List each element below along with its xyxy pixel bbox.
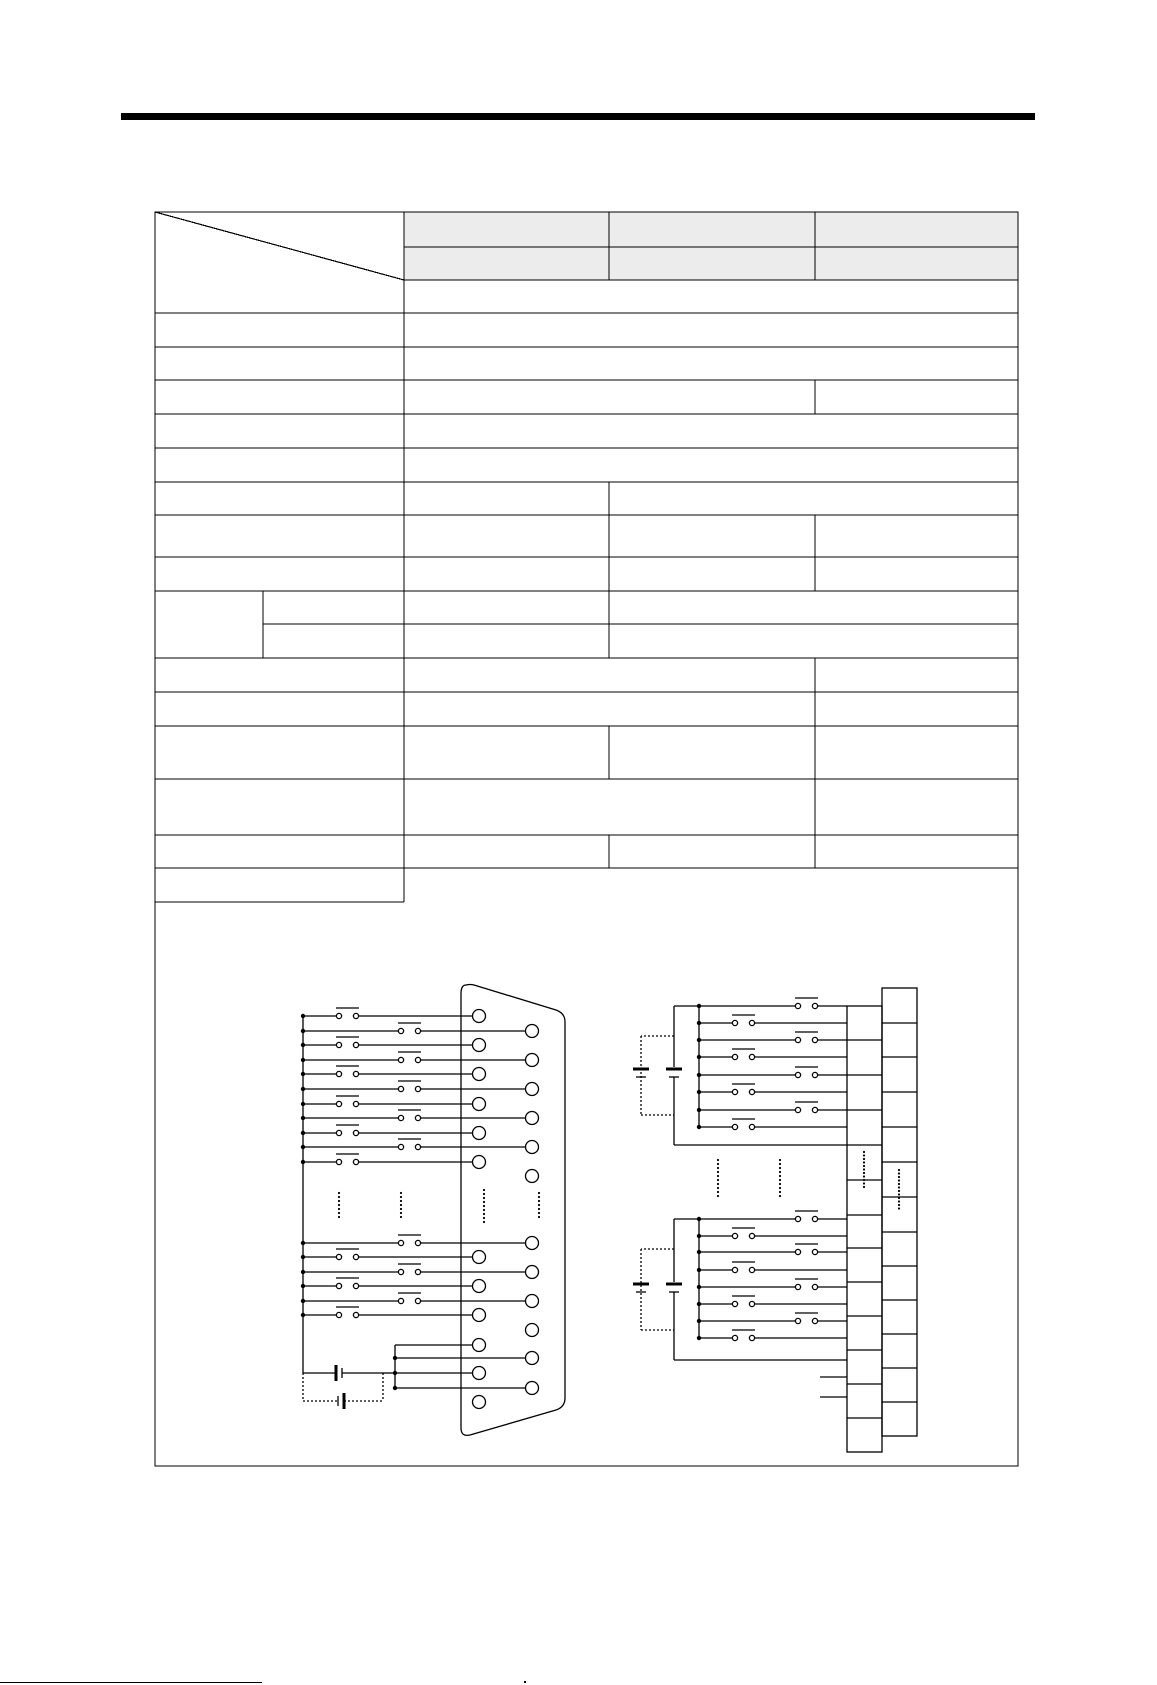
connector-pin bbox=[473, 1098, 486, 1111]
switch-contact bbox=[398, 1115, 403, 1120]
terminal-block-right bbox=[882, 988, 917, 1436]
switch-contact bbox=[415, 1298, 420, 1303]
continuation-dot bbox=[538, 1212, 540, 1214]
switch-contact bbox=[812, 1249, 817, 1254]
switch-contact bbox=[336, 1254, 341, 1259]
continuation-dot bbox=[538, 1200, 540, 1202]
continuation-dot bbox=[483, 1205, 485, 1207]
switch-contact bbox=[336, 1312, 341, 1317]
switch-contact bbox=[795, 1216, 800, 1221]
switch-contact bbox=[732, 1301, 737, 1306]
continuation-dot bbox=[863, 1151, 865, 1153]
switch-contact bbox=[398, 1086, 403, 1091]
continuation-dot bbox=[863, 1168, 865, 1170]
bus-junction bbox=[393, 1356, 397, 1360]
switch-contact bbox=[749, 1089, 754, 1094]
switch-contact bbox=[353, 1013, 358, 1018]
continuation-dot bbox=[483, 1213, 485, 1215]
continuation-dot bbox=[779, 1171, 781, 1173]
connector-pin bbox=[526, 1266, 539, 1279]
connector-pin bbox=[473, 1396, 486, 1409]
switch-contact bbox=[353, 1159, 358, 1164]
switch-contact bbox=[398, 1028, 403, 1033]
switch-contact bbox=[398, 1057, 403, 1062]
switch-contact bbox=[336, 1101, 341, 1106]
switch-contact bbox=[812, 1216, 817, 1221]
continuation-dot bbox=[483, 1197, 485, 1199]
switch-contact bbox=[812, 1003, 817, 1008]
continuation-dot bbox=[538, 1192, 540, 1194]
connector-pin bbox=[473, 1010, 486, 1023]
continuation-dot bbox=[898, 1186, 900, 1188]
bus-junction bbox=[393, 1386, 397, 1390]
continuation-dot bbox=[898, 1193, 900, 1195]
continuation-dot bbox=[898, 1172, 900, 1174]
continuation-dot bbox=[717, 1171, 719, 1173]
continuation-dot bbox=[898, 1179, 900, 1181]
footer-rule bbox=[0, 1682, 262, 1683]
continuation-dot bbox=[898, 1190, 900, 1192]
switch-contact bbox=[749, 1020, 754, 1025]
switch-contact bbox=[398, 1298, 403, 1303]
switch-contact bbox=[415, 1115, 420, 1120]
switch-contact bbox=[415, 1144, 420, 1149]
switch-contact bbox=[415, 1028, 420, 1033]
continuation-dot bbox=[483, 1193, 485, 1195]
switch-contact bbox=[732, 1335, 737, 1340]
table-frame bbox=[155, 212, 1018, 1466]
connector-pin bbox=[473, 1068, 486, 1081]
switch-contact bbox=[812, 1072, 817, 1077]
continuation-dot bbox=[779, 1175, 781, 1177]
continuation-dot bbox=[400, 1192, 402, 1194]
continuation-dot bbox=[863, 1158, 865, 1160]
switch-contact bbox=[732, 1020, 737, 1025]
continuation-dot bbox=[898, 1197, 900, 1199]
switch-contact bbox=[732, 1089, 737, 1094]
switch-contact bbox=[812, 1037, 817, 1042]
switch-contact bbox=[749, 1233, 754, 1238]
switch-contact bbox=[353, 1312, 358, 1317]
switch-contact bbox=[398, 1269, 403, 1274]
connector-pin bbox=[473, 1309, 486, 1322]
switch-contact bbox=[795, 1072, 800, 1077]
continuation-dot bbox=[483, 1201, 485, 1203]
switch-contact bbox=[415, 1240, 420, 1245]
continuation-dot bbox=[483, 1221, 485, 1223]
switch-contact bbox=[353, 1130, 358, 1135]
connector-pin bbox=[526, 1170, 539, 1183]
switch-contact bbox=[795, 1107, 800, 1112]
continuation-dot bbox=[400, 1208, 402, 1210]
continuation-dot bbox=[898, 1169, 900, 1171]
switch-contact bbox=[795, 1249, 800, 1254]
switch-contact bbox=[795, 1284, 800, 1289]
switch-contact bbox=[795, 1037, 800, 1042]
connector-pin bbox=[526, 1324, 539, 1337]
switch-contact bbox=[749, 1301, 754, 1306]
switch-contact bbox=[336, 1013, 341, 1018]
footer-mark bbox=[524, 1681, 526, 1683]
switch-contact bbox=[353, 1283, 358, 1288]
switch-contact bbox=[732, 1124, 737, 1129]
connector-pin bbox=[473, 1127, 486, 1140]
switch-contact bbox=[415, 1086, 420, 1091]
switch-contact bbox=[795, 1003, 800, 1008]
continuation-dot bbox=[717, 1163, 719, 1165]
switch-contact bbox=[336, 1159, 341, 1164]
switch-contact bbox=[732, 1267, 737, 1272]
connector-pin bbox=[526, 1352, 539, 1365]
continuation-dot bbox=[338, 1216, 340, 1218]
connector-pin bbox=[526, 1141, 539, 1154]
continuation-dot bbox=[779, 1183, 781, 1185]
switch-contact bbox=[812, 1284, 817, 1289]
connector-pin bbox=[526, 1237, 539, 1250]
continuation-dot bbox=[898, 1176, 900, 1178]
continuation-dot bbox=[898, 1207, 900, 1209]
continuation-dot bbox=[779, 1187, 781, 1189]
continuation-dot bbox=[338, 1204, 340, 1206]
connector-wiring-diagram bbox=[301, 985, 565, 1436]
continuation-dot bbox=[779, 1191, 781, 1193]
continuation-dot bbox=[779, 1163, 781, 1165]
continuation-dot bbox=[863, 1154, 865, 1156]
connector-pin bbox=[526, 1083, 539, 1096]
continuation-dot bbox=[898, 1204, 900, 1206]
continuation-dot bbox=[538, 1196, 540, 1198]
switch-contact bbox=[398, 1144, 403, 1149]
switch-contact bbox=[812, 1107, 817, 1112]
connector-pin bbox=[473, 1280, 486, 1293]
switch-contact bbox=[795, 1318, 800, 1323]
continuation-dot bbox=[338, 1196, 340, 1198]
corner-diagonal bbox=[155, 212, 404, 280]
continuation-dot bbox=[863, 1182, 865, 1184]
continuation-dot bbox=[779, 1195, 781, 1197]
continuation-dot bbox=[338, 1212, 340, 1214]
continuation-dot bbox=[400, 1204, 402, 1206]
switch-contact bbox=[336, 1283, 341, 1288]
continuation-dot bbox=[717, 1175, 719, 1177]
continuation-dot bbox=[400, 1212, 402, 1214]
continuation-dot bbox=[483, 1189, 485, 1191]
switch-contact bbox=[812, 1318, 817, 1323]
continuation-dot bbox=[717, 1159, 719, 1161]
continuation-dot bbox=[863, 1179, 865, 1181]
continuation-dot bbox=[779, 1167, 781, 1169]
switch-contact bbox=[749, 1335, 754, 1340]
continuation-dot bbox=[863, 1175, 865, 1177]
continuation-dot bbox=[400, 1196, 402, 1198]
switch-contact bbox=[353, 1071, 358, 1076]
continuation-dot bbox=[717, 1179, 719, 1181]
switch-contact bbox=[353, 1101, 358, 1106]
continuation-dot bbox=[863, 1161, 865, 1163]
continuation-dot bbox=[863, 1186, 865, 1188]
connector-pin bbox=[473, 1156, 486, 1169]
connector-pin bbox=[473, 1039, 486, 1052]
switch-contact bbox=[336, 1071, 341, 1076]
terminal-block-left bbox=[847, 1006, 882, 1452]
continuation-dot bbox=[898, 1200, 900, 1202]
connector-pin bbox=[526, 1054, 539, 1067]
switch-contact bbox=[398, 1240, 403, 1245]
switch-contact bbox=[749, 1054, 754, 1059]
switch-contact bbox=[353, 1254, 358, 1259]
continuation-dot bbox=[863, 1172, 865, 1174]
connector-pin bbox=[473, 1251, 486, 1264]
switch-contact bbox=[353, 1042, 358, 1047]
continuation-dot bbox=[898, 1183, 900, 1185]
continuation-dot bbox=[538, 1216, 540, 1218]
continuation-dot bbox=[717, 1195, 719, 1197]
continuation-dot bbox=[483, 1217, 485, 1219]
continuation-dot bbox=[400, 1200, 402, 1202]
continuation-dot bbox=[338, 1192, 340, 1194]
connector-pin bbox=[526, 1295, 539, 1308]
switch-contact bbox=[336, 1130, 341, 1135]
switch-contact bbox=[415, 1269, 420, 1274]
continuation-dot bbox=[717, 1191, 719, 1193]
continuation-dot bbox=[400, 1216, 402, 1218]
continuation-dot bbox=[717, 1183, 719, 1185]
connector-pin bbox=[473, 1367, 486, 1380]
switch-contact bbox=[732, 1233, 737, 1238]
continuation-dot bbox=[538, 1204, 540, 1206]
connector-pin bbox=[473, 1339, 486, 1352]
connector-pin bbox=[526, 1025, 539, 1038]
spec-table bbox=[155, 212, 1018, 1466]
connector-pin bbox=[526, 1382, 539, 1395]
terminal-block-wiring-diagram bbox=[633, 988, 917, 1452]
continuation-dot bbox=[717, 1187, 719, 1189]
switch-contact bbox=[415, 1057, 420, 1062]
switch-contact bbox=[749, 1267, 754, 1272]
continuation-dot bbox=[338, 1208, 340, 1210]
switch-contact bbox=[336, 1042, 341, 1047]
continuation-dot bbox=[538, 1208, 540, 1210]
switch-contact bbox=[732, 1054, 737, 1059]
continuation-dot bbox=[338, 1200, 340, 1202]
continuation-dot bbox=[779, 1179, 781, 1181]
connector-pin bbox=[526, 1112, 539, 1125]
switch-contact bbox=[749, 1124, 754, 1129]
continuation-dot bbox=[863, 1165, 865, 1167]
continuation-dot bbox=[483, 1209, 485, 1211]
header-row-2-shade bbox=[404, 247, 1018, 280]
header-row-1-shade bbox=[404, 212, 1018, 247]
continuation-dot bbox=[779, 1159, 781, 1161]
continuation-dot bbox=[717, 1167, 719, 1169]
